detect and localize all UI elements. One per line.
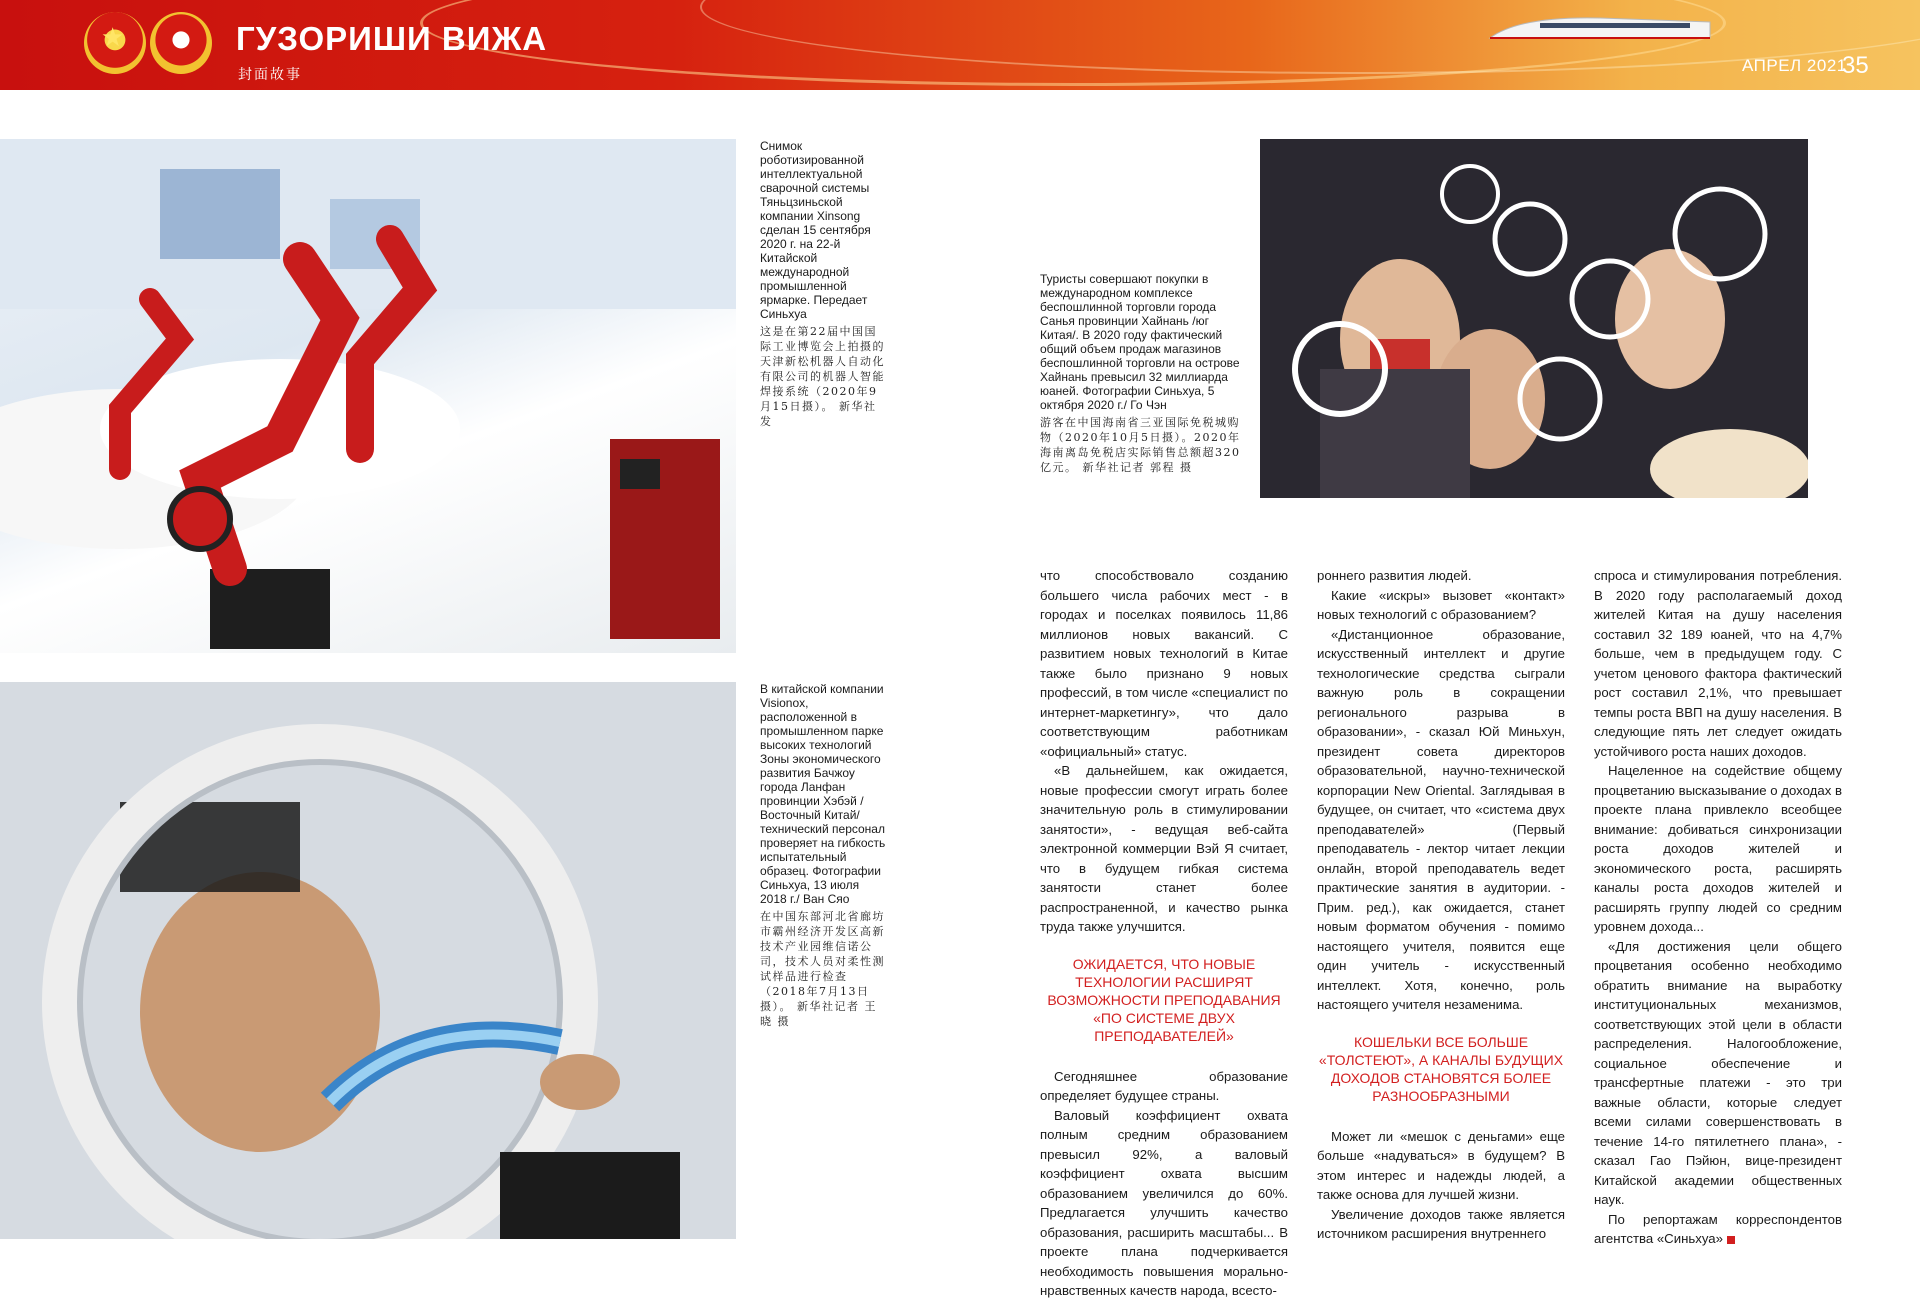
cppcc-emblem-icon	[150, 12, 212, 74]
caption-duty-free-shopping	[1040, 272, 1250, 475]
caption-welding-robots	[760, 139, 888, 429]
paragraph: Валовый коэффициент охвата полным средним образованием превысил 92%, а валовый коэффициент охвата высшим образованием увеличился до 60%. Предлагается улучшить качество образования, расширить масштабы... В проекте плана подчеркивается необходимость повышения морально-нравственных качеств народа, всесто-	[1040, 1107, 1288, 1298]
article-column-3	[1594, 566, 1842, 1249]
paragraph: «Дистанционное образование, искусственный интеллект и другие технологические средства сыграли важную роль в сокращении регионального разрыва в образовании», - сказал Юй Миньхун, президент совета директоров образовательной, научно-технической корпорации New Oriental. Заглядывая в будущее, он считает, что «система двух преподавателей» (Первый преподаватель - лектор читает лекции онлайн, второй преподаватель ведет практические занятия в аудитории. - Прим. ред.), как ожидается, станет новым форматом обучения - помимо настоящего учителя, появится еще один учитель - искусственный интеллект. Хотя, конечно, роль настоящего учителя незаменима.	[1317, 626, 1565, 1012]
photo-welding-robots	[0, 139, 736, 653]
header-banner	[0, 0, 1920, 90]
paragraph: что способствовало созданию большего числа рабочих мест - в городах и поселках появилось 11,86 миллионов новых вакансий. С развитием новых технологий в Китае также было признано 9 новых профессий, в том числе «специалист по интернет-маркетингу», что дало соответствующим работникам «официальный» статус.	[1040, 568, 1288, 759]
paragraph: «В дальнейшем, как ожидается, новые профессии смогут играть более значительную роль в стимулировании занятости», - ведущая веб-сайта электронной коммерции Вэй Я считает, что в будущем гибкая система занятости станет более распространенной, и качество рынка труда также улучшится.	[1040, 763, 1288, 934]
caption-zh: 游客在中国海南省三亚国际免税城购物（2020年10月5日摄）。2020年海南离岛免税店实际销售总额超320亿元。 新华社记者 郭程 摄	[1040, 416, 1241, 474]
caption-ru: Туристы совершают покупки в международном комплексе беспошлинной торговли города Санья провинции Хайнань /юг Китая/. В 2020 году фактический общий объем продаж магазинов беспошлинной торговли на острове Хайнань превысил 32 миллиарда юаней. Фотографии Синьхуа, 5 октября 2020 г./ Го Чэн	[1040, 272, 1240, 412]
caption-ru: В китайской компании Visionox, расположенной в промышленном парке высоких технологий Зоны экономического развития Бачжоу города Ланфан провинции Хэбэй / Восточный Китай/ технический персонал проверяет на гибкость испытательный образец. Фотографии Синьхуа, 13 июля 2018 г./ Ван Сяо	[760, 682, 886, 906]
page-number: 35	[1842, 52, 1869, 79]
paragraph: Какие «искры» вызовет «контакт» новых технологий с образованием?	[1317, 587, 1565, 622]
caption-zh: 在中国东部河北省廊坊市霸州经济开发区高新技术产业园维信诺公司，技术人员对柔性测试样品进行检查（2018年7月13日摄）。 新华社记者 王晓 摄	[760, 910, 885, 1028]
paragraph: Увеличение доходов также является источником расширения внутреннего	[1317, 1206, 1565, 1241]
paragraph: роннего развития людей.	[1317, 568, 1472, 583]
byline: По репортажам корреспондентов агентства «Синьхуа»	[1594, 1211, 1842, 1246]
high-speed-train-icon	[1480, 8, 1720, 48]
issue-date: АПРЕЛ 2021	[1742, 56, 1847, 75]
end-mark-icon	[1727, 1236, 1735, 1244]
section-heading: ОЖИДАЕТСЯ, ЧТО НОВЫЕ ТЕХНОЛОГИИ РАСШИРЯТ ВОЗМОЖНОСТИ ПРЕПОДАВАНИЯ «ПО СИСТЕМЕ ДВУХ ПРЕПОДАВАТЕЛЕЙ»	[1047, 955, 1281, 1044]
paragraph: Сегодняшнее образование определяет будущее страны.	[1040, 1068, 1288, 1103]
section-subtitle: 封面故事	[238, 67, 302, 83]
paragraph: Нацеленное на содействие общему процветанию высказывание о доходах в проекте плана привлекло всеобщее внимание: добиваться синхронизации роста доходов жителей и экономического роста, расширять каналы роста доходов жителей и расширять группу людей со средним уровнем дохода...	[1594, 763, 1842, 934]
shoppers-illustration	[1260, 139, 1808, 498]
article-column-1	[1040, 566, 1288, 1301]
section-title: ГУЗОРИШИ ВИЖА	[236, 20, 548, 57]
caption-zh: 这是在第22届中国国际工业博览会上拍摄的天津新松机器人自动化有限公司的机器人智能焊接系统（2020年9月15日摄）。 新华社发	[760, 325, 885, 428]
paragraph: спроса и стимулирования потребления. В 2020 году располагаемый доход жителей Китая на душу населения составил 32 189 юаней, что на 4,7% больше, чем в предыдущем году. С учетом ценового фактора фактический рост составил 2,1%, что превышает темпы роста ВВП на душу населения. В следующие пять лет следует ожидать устойчивого роста наших доходов.	[1594, 568, 1842, 759]
star-icon: ★	[101, 22, 125, 52]
caption-ru: Снимок роботизированной интеллектуальной сварочной системы Тяньцзиньской компании Xinsong сделан 15 сентября 2020 г. на 22-й Китайской международной промышленной ярмарке. Передает Синьхуа	[760, 139, 871, 321]
caption-visionox	[760, 682, 888, 1029]
photo-flexible-display-test	[0, 682, 736, 1239]
article-column-2	[1317, 566, 1565, 1244]
robot-illustration	[0, 139, 736, 653]
visionox-illustration	[0, 682, 736, 1239]
section-heading: КОШЕЛЬКИ ВСЕ БОЛЬШЕ «ТОЛСТЕЮТ», А КАНАЛЫ БУДУЩИХ ДОХОДОВ СТАНОВЯТСЯ БОЛЕЕ РАЗНООБРАЗНЫМИ	[1318, 1033, 1564, 1104]
paragraph: «Для достижения цели общего процветания особенно необходимо обратить внимание на выработку институциональных механизмов, соответствующих этой цели в области распределения. Налогообложение, социальное обеспечение и трансфертные платежи - это три важные области, которые следует всеми силами совершенствовать в течение 14-го пятилетнего плана», - сказал Гао Пэйюн, вице-президент Китайской академии общественных наук.	[1594, 938, 1842, 1207]
byline-paragraph	[1594, 1210, 1842, 1249]
photo-duty-free-shoppers	[1260, 139, 1808, 498]
paragraph: Может ли «мешок с деньгами» еще больше «надуваться» в будущем? В этом интерес и надежды людей, а также основа для лучшей жизни.	[1317, 1128, 1565, 1202]
